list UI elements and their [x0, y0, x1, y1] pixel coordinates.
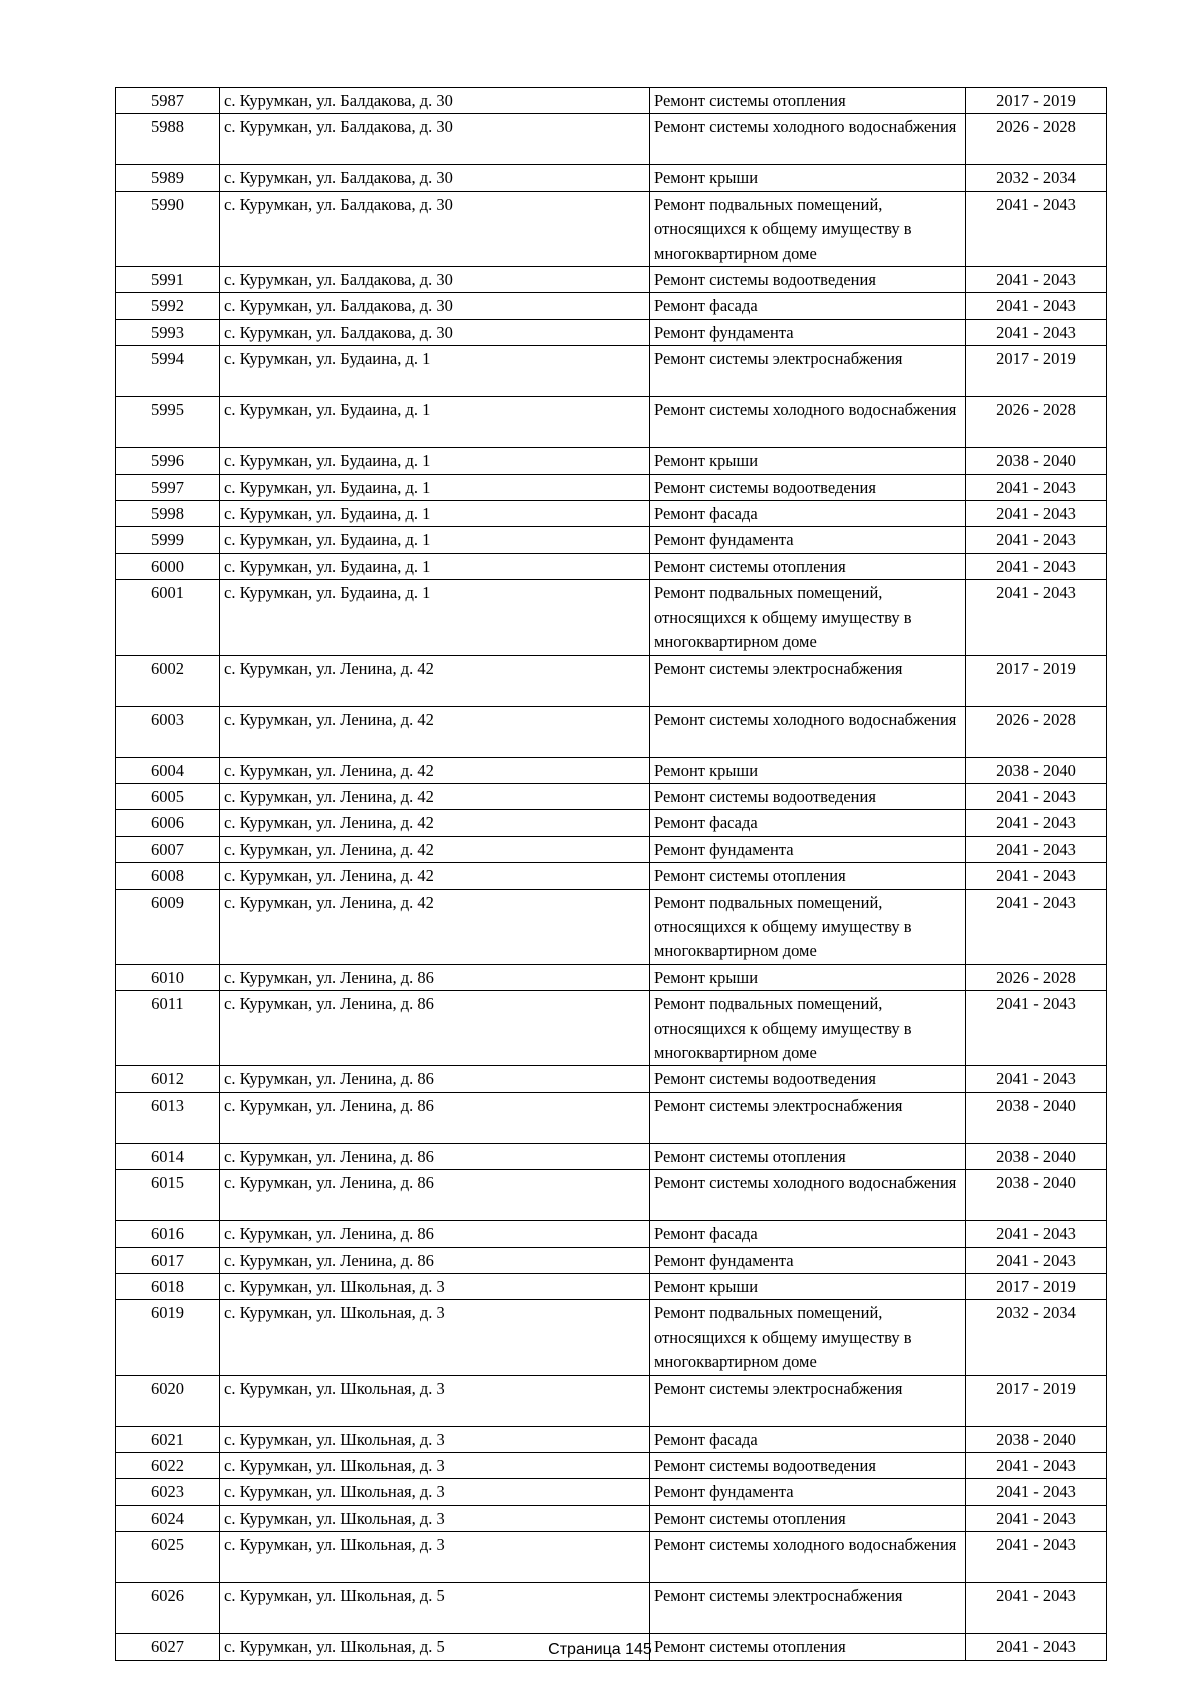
- address-cell: с. Курумкан, ул. Балдакова, д. 30: [220, 319, 650, 345]
- table-row: [116, 448, 1107, 474]
- address-cell: с. Курумкан, ул. Будаина, д. 1: [220, 448, 650, 474]
- work-type-cell: Ремонт крыши: [650, 964, 966, 990]
- row-number-cell: 6011: [116, 991, 220, 1066]
- address-cell: с. Курумкан, ул. Балдакова, д. 30: [220, 88, 650, 114]
- row-number-cell: 6014: [116, 1143, 220, 1169]
- period-cell: 2017 - 2019: [966, 1274, 1107, 1300]
- period-cell: 2041 - 2043: [966, 1583, 1107, 1634]
- period-cell: 2041 - 2043: [966, 1066, 1107, 1092]
- address-cell: с. Курумкан, ул. Школьная, д. 3: [220, 1274, 650, 1300]
- period-cell: 2038 - 2040: [966, 757, 1107, 783]
- address-cell: с. Курумкан, ул. Ленина, д. 42: [220, 863, 650, 889]
- row-number-cell: 6024: [116, 1505, 220, 1531]
- period-cell: 2041 - 2043: [966, 1453, 1107, 1479]
- work-type-cell: Ремонт системы водоотведения: [650, 267, 966, 293]
- address-cell: с. Курумкан, ул. Будаина, д. 1: [220, 397, 650, 448]
- address-cell: с. Курумкан, ул. Ленина, д. 86: [220, 991, 650, 1066]
- row-number-cell: 6003: [116, 706, 220, 757]
- table-row: [116, 88, 1107, 114]
- row-number-cell: 6023: [116, 1479, 220, 1505]
- table-row: [116, 474, 1107, 500]
- period-cell: 2041 - 2043: [966, 474, 1107, 500]
- work-type-cell: Ремонт фундамента: [650, 1479, 966, 1505]
- row-number-cell: 6015: [116, 1170, 220, 1221]
- table-row: [116, 991, 1107, 1066]
- address-cell: с. Курумкан, ул. Ленина, д. 86: [220, 1247, 650, 1273]
- address-cell: с. Курумкан, ул. Ленина, д. 42: [220, 836, 650, 862]
- period-cell: 2041 - 2043: [966, 863, 1107, 889]
- row-number-cell: 6012: [116, 1066, 220, 1092]
- row-number-cell: 5988: [116, 114, 220, 165]
- table-row: [116, 293, 1107, 319]
- address-cell: с. Курумкан, ул. Ленина, д. 42: [220, 655, 650, 706]
- row-number-cell: 6005: [116, 783, 220, 809]
- work-type-cell: Ремонт системы холодного водоснабжения: [650, 397, 966, 448]
- period-cell: 2032 - 2034: [966, 1300, 1107, 1375]
- period-cell: 2041 - 2043: [966, 553, 1107, 579]
- work-type-cell: Ремонт системы отопления: [650, 1143, 966, 1169]
- address-cell: с. Курумкан, ул. Ленина, д. 86: [220, 1170, 650, 1221]
- address-cell: с. Курумкан, ул. Балдакова, д. 30: [220, 114, 650, 165]
- work-type-cell: Ремонт крыши: [650, 1274, 966, 1300]
- row-number-cell: 5989: [116, 165, 220, 191]
- address-cell: с. Курумкан, ул. Школьная, д. 3: [220, 1479, 650, 1505]
- period-cell: 2041 - 2043: [966, 889, 1107, 964]
- row-number-cell: 6013: [116, 1092, 220, 1143]
- table-row: [116, 964, 1107, 990]
- row-number-cell: 6025: [116, 1532, 220, 1583]
- period-cell: 2017 - 2019: [966, 346, 1107, 397]
- table-row: [116, 783, 1107, 809]
- address-cell: с. Курумкан, ул. Балдакова, д. 30: [220, 191, 650, 266]
- address-cell: с. Курумкан, ул. Ленина, д. 42: [220, 810, 650, 836]
- work-type-cell: Ремонт подвальных помещений, относящихся к общему имуществу в многоквартирном доме: [650, 991, 966, 1066]
- table-row: [116, 527, 1107, 553]
- row-number-cell: 5997: [116, 474, 220, 500]
- row-number-cell: 5996: [116, 448, 220, 474]
- table-row: [116, 1092, 1107, 1143]
- address-cell: с. Курумкан, ул. Будаина, д. 1: [220, 527, 650, 553]
- period-cell: 2026 - 2028: [966, 397, 1107, 448]
- period-cell: 2026 - 2028: [966, 114, 1107, 165]
- row-number-cell: 5990: [116, 191, 220, 266]
- table-row: [116, 346, 1107, 397]
- table-row: [116, 1066, 1107, 1092]
- period-cell: 2041 - 2043: [966, 783, 1107, 809]
- address-cell: с. Курумкан, ул. Школьная, д. 3: [220, 1453, 650, 1479]
- table-row: [116, 655, 1107, 706]
- work-type-cell: Ремонт крыши: [650, 757, 966, 783]
- address-cell: с. Курумкан, ул. Ленина, д. 42: [220, 757, 650, 783]
- table-row: [116, 1300, 1107, 1375]
- work-type-cell: Ремонт фасада: [650, 501, 966, 527]
- row-number-cell: 6007: [116, 836, 220, 862]
- work-type-cell: Ремонт системы водоотведения: [650, 783, 966, 809]
- work-type-cell: Ремонт подвальных помещений, относящихся к общему имуществу в многоквартирном доме: [650, 889, 966, 964]
- table-row: [116, 757, 1107, 783]
- table-row: [116, 1505, 1107, 1531]
- address-cell: с. Курумкан, ул. Балдакова, д. 30: [220, 165, 650, 191]
- row-number-cell: 6001: [116, 580, 220, 655]
- work-type-cell: Ремонт подвальных помещений, относящихся к общему имуществу в многоквартирном доме: [650, 191, 966, 266]
- period-cell: 2041 - 2043: [966, 293, 1107, 319]
- address-cell: с. Курумкан, ул. Ленина, д. 42: [220, 783, 650, 809]
- period-cell: 2038 - 2040: [966, 1170, 1107, 1221]
- period-cell: 2038 - 2040: [966, 1092, 1107, 1143]
- work-type-cell: Ремонт системы электроснабжения: [650, 346, 966, 397]
- work-type-cell: Ремонт системы водоотведения: [650, 474, 966, 500]
- row-number-cell: 6026: [116, 1583, 220, 1634]
- period-cell: 2041 - 2043: [966, 810, 1107, 836]
- table-row: [116, 553, 1107, 579]
- work-type-cell: Ремонт системы водоотведения: [650, 1066, 966, 1092]
- row-number-cell: 5999: [116, 527, 220, 553]
- work-type-cell: Ремонт системы электроснабжения: [650, 1583, 966, 1634]
- period-cell: 2041 - 2043: [966, 267, 1107, 293]
- address-cell: с. Курумкан, ул. Школьная, д. 5: [220, 1634, 650, 1660]
- row-number-cell: 6020: [116, 1375, 220, 1426]
- table-row: [116, 397, 1107, 448]
- address-cell: с. Курумкан, ул. Будаина, д. 1: [220, 553, 650, 579]
- table-row: [116, 1453, 1107, 1479]
- period-cell: 2026 - 2028: [966, 706, 1107, 757]
- row-number-cell: 5987: [116, 88, 220, 114]
- row-number-cell: 5991: [116, 267, 220, 293]
- page-footer: [0, 1641, 1200, 1659]
- table-row: [116, 836, 1107, 862]
- row-number-cell: 6004: [116, 757, 220, 783]
- address-cell: с. Курумкан, ул. Ленина, д. 86: [220, 1066, 650, 1092]
- period-cell: 2041 - 2043: [966, 1532, 1107, 1583]
- row-number-cell: 5992: [116, 293, 220, 319]
- row-number-cell: 6022: [116, 1453, 220, 1479]
- work-type-cell: Ремонт системы электроснабжения: [650, 1092, 966, 1143]
- period-cell: 2038 - 2040: [966, 1426, 1107, 1452]
- row-number-cell: 5993: [116, 319, 220, 345]
- period-cell: 2026 - 2028: [966, 964, 1107, 990]
- work-type-cell: Ремонт системы электроснабжения: [650, 655, 966, 706]
- row-number-cell: 6010: [116, 964, 220, 990]
- address-cell: с. Курумкан, ул. Ленина, д. 86: [220, 1221, 650, 1247]
- row-number-cell: 6017: [116, 1247, 220, 1273]
- period-cell: 2041 - 2043: [966, 1247, 1107, 1273]
- table-row: [116, 706, 1107, 757]
- table-row: [116, 810, 1107, 836]
- period-cell: 2032 - 2034: [966, 165, 1107, 191]
- period-cell: 2017 - 2019: [966, 655, 1107, 706]
- period-cell: 2041 - 2043: [966, 1479, 1107, 1505]
- work-type-cell: Ремонт крыши: [650, 165, 966, 191]
- table-row: [116, 1170, 1107, 1221]
- table-row: [116, 319, 1107, 345]
- row-number-cell: 6002: [116, 655, 220, 706]
- work-type-cell: Ремонт системы холодного водоснабжения: [650, 114, 966, 165]
- row-number-cell: 5998: [116, 501, 220, 527]
- period-cell: 2041 - 2043: [966, 501, 1107, 527]
- table-row: [116, 1247, 1107, 1273]
- work-type-cell: Ремонт фасада: [650, 1221, 966, 1247]
- period-cell: 2038 - 2040: [966, 448, 1107, 474]
- row-number-cell: 6009: [116, 889, 220, 964]
- period-cell: 2041 - 2043: [966, 1634, 1107, 1660]
- row-number-cell: 5995: [116, 397, 220, 448]
- period-cell: 2041 - 2043: [966, 991, 1107, 1066]
- work-type-cell: Ремонт системы отопления: [650, 863, 966, 889]
- period-cell: 2017 - 2019: [966, 88, 1107, 114]
- period-cell: 2017 - 2019: [966, 1375, 1107, 1426]
- row-number-cell: 6019: [116, 1300, 220, 1375]
- row-number-cell: 6021: [116, 1426, 220, 1452]
- address-cell: с. Курумкан, ул. Балдакова, д. 30: [220, 267, 650, 293]
- address-cell: с. Курумкан, ул. Школьная, д. 3: [220, 1532, 650, 1583]
- table-row: [116, 1143, 1107, 1169]
- work-type-cell: Ремонт фундамента: [650, 527, 966, 553]
- row-number-cell: 6008: [116, 863, 220, 889]
- table-row: [116, 1532, 1107, 1583]
- row-number-cell: 6027: [116, 1634, 220, 1660]
- address-cell: с. Курумкан, ул. Ленина, д. 42: [220, 706, 650, 757]
- work-type-cell: Ремонт подвальных помещений, относящихся к общему имуществу в многоквартирном доме: [650, 1300, 966, 1375]
- work-type-cell: Ремонт системы отопления: [650, 553, 966, 579]
- work-type-cell: Ремонт фасада: [650, 810, 966, 836]
- table-row: [116, 267, 1107, 293]
- works-table-body: [116, 88, 1107, 1661]
- row-number-cell: 6016: [116, 1221, 220, 1247]
- row-number-cell: 6006: [116, 810, 220, 836]
- work-type-cell: Ремонт системы холодного водоснабжения: [650, 706, 966, 757]
- table-row: [116, 580, 1107, 655]
- address-cell: с. Курумкан, ул. Будаина, д. 1: [220, 580, 650, 655]
- address-cell: с. Курумкан, ул. Будаина, д. 1: [220, 474, 650, 500]
- table-row: [116, 863, 1107, 889]
- table-row: [116, 1274, 1107, 1300]
- table-row: [116, 114, 1107, 165]
- period-cell: 2041 - 2043: [966, 836, 1107, 862]
- work-type-cell: Ремонт фасада: [650, 1426, 966, 1452]
- work-type-cell: Ремонт системы водоотведения: [650, 1453, 966, 1479]
- work-type-cell: Ремонт системы отопления: [650, 1505, 966, 1531]
- table-row: [116, 165, 1107, 191]
- address-cell: с. Курумкан, ул. Школьная, д. 3: [220, 1375, 650, 1426]
- address-cell: с. Курумкан, ул. Школьная, д. 3: [220, 1426, 650, 1452]
- row-number-cell: 5994: [116, 346, 220, 397]
- work-type-cell: Ремонт фундамента: [650, 836, 966, 862]
- period-cell: 2041 - 2043: [966, 319, 1107, 345]
- work-type-cell: Ремонт фундамента: [650, 319, 966, 345]
- address-cell: с. Курумкан, ул. Будаина, д. 1: [220, 346, 650, 397]
- work-type-cell: Ремонт фундамента: [650, 1247, 966, 1273]
- row-number-cell: 6000: [116, 553, 220, 579]
- period-cell: 2041 - 2043: [966, 580, 1107, 655]
- table-row: [116, 1221, 1107, 1247]
- work-type-cell: Ремонт системы холодного водоснабжения: [650, 1532, 966, 1583]
- works-table: [115, 87, 1107, 1661]
- page-number: Страница 145: [548, 1641, 652, 1658]
- table-row: [116, 1479, 1107, 1505]
- work-type-cell: Ремонт системы электроснабжения: [650, 1375, 966, 1426]
- work-type-cell: Ремонт системы холодного водоснабжения: [650, 1170, 966, 1221]
- table-row: [116, 889, 1107, 964]
- row-number-cell: 6018: [116, 1274, 220, 1300]
- period-cell: 2041 - 2043: [966, 1505, 1107, 1531]
- address-cell: с. Курумкан, ул. Будаина, д. 1: [220, 501, 650, 527]
- work-type-cell: Ремонт крыши: [650, 448, 966, 474]
- period-cell: 2041 - 2043: [966, 527, 1107, 553]
- period-cell: 2041 - 2043: [966, 1221, 1107, 1247]
- work-type-cell: Ремонт подвальных помещений, относящихся к общему имуществу в многоквартирном доме: [650, 580, 966, 655]
- work-type-cell: Ремонт системы отопления: [650, 88, 966, 114]
- period-cell: 2041 - 2043: [966, 191, 1107, 266]
- table-row: [116, 1426, 1107, 1452]
- work-type-cell: Ремонт фасада: [650, 293, 966, 319]
- address-cell: с. Курумкан, ул. Ленина, д. 42: [220, 889, 650, 964]
- table-row: [116, 1583, 1107, 1634]
- address-cell: с. Курумкан, ул. Ленина, д. 86: [220, 1143, 650, 1169]
- period-cell: 2038 - 2040: [966, 1143, 1107, 1169]
- address-cell: с. Курумкан, ул. Школьная, д. 3: [220, 1505, 650, 1531]
- address-cell: с. Курумкан, ул. Балдакова, д. 30: [220, 293, 650, 319]
- address-cell: с. Курумкан, ул. Ленина, д. 86: [220, 1092, 650, 1143]
- work-type-cell: Ремонт системы отопления: [650, 1634, 966, 1660]
- table-row: [116, 191, 1107, 266]
- table-row: [116, 1375, 1107, 1426]
- table-row: [116, 501, 1107, 527]
- address-cell: с. Курумкан, ул. Школьная, д. 5: [220, 1583, 650, 1634]
- address-cell: с. Курумкан, ул. Школьная, д. 3: [220, 1300, 650, 1375]
- address-cell: с. Курумкан, ул. Ленина, д. 86: [220, 964, 650, 990]
